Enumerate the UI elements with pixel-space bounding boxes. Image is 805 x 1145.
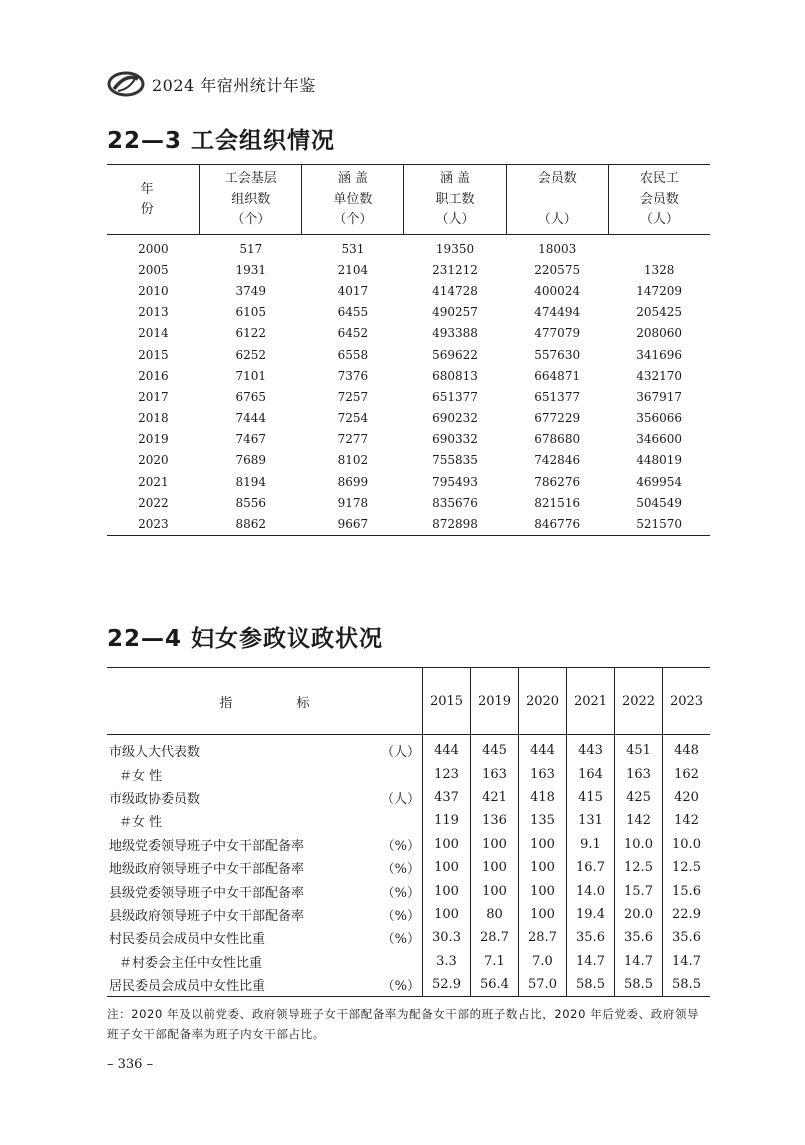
year-cell: 2019 [138, 432, 169, 447]
value-cell: 100 [471, 879, 519, 902]
value-cell: 367917 [636, 389, 683, 404]
value-cell: 414728 [432, 283, 478, 298]
table-row [107, 879, 710, 902]
value-cell: 28.7 [471, 926, 519, 949]
indicator-label: 村民委员会成员中女性比重 [109, 932, 266, 948]
table-row [107, 302, 710, 323]
value-cell: 3749 [235, 283, 267, 298]
table-row [107, 280, 710, 301]
value-cell: 7257 [337, 389, 369, 404]
value-cell: 142 [615, 809, 663, 832]
value-cell: 100 [423, 833, 471, 856]
women-participation-table [107, 667, 710, 997]
value-cell: 469954 [636, 474, 683, 489]
value-cell: 443 [567, 735, 615, 763]
header-line: 会员数 [537, 171, 577, 186]
value-cell: 14.7 [663, 950, 711, 973]
value-cell: 119 [423, 809, 471, 832]
value-cell: 147209 [636, 283, 683, 298]
table-row [107, 856, 710, 879]
value-cell: 651377 [534, 389, 581, 404]
value-cell: 100 [423, 903, 471, 926]
year-column-header: 2022 [615, 668, 663, 735]
value-cell: 474494 [534, 305, 581, 320]
header-line: 涵 盖 [337, 171, 368, 186]
table1-column-header [506, 165, 608, 235]
value-cell: 19.4 [567, 903, 615, 926]
value-cell: 12.5 [615, 856, 663, 879]
value-cell: 14.7 [567, 950, 615, 973]
table-row [107, 450, 710, 471]
unit-cell: （%） [381, 838, 420, 854]
value-cell: 123 [423, 762, 471, 785]
year-cell: 2023 [138, 517, 169, 532]
indicator-label: 地级党委领导班子中女干部配备率 [109, 838, 305, 854]
table-row [107, 386, 710, 407]
value-cell: 7689 [235, 453, 267, 468]
value-cell: 569622 [432, 347, 478, 362]
value-cell: 56.4 [471, 973, 519, 997]
value-cell: 421 [471, 786, 519, 809]
year-cell: 2014 [138, 326, 169, 341]
year-cell: 2015 [138, 347, 169, 362]
value-cell: 18003 [538, 241, 577, 256]
value-cell: 20.0 [615, 903, 663, 926]
table-row [107, 323, 710, 344]
value-cell: 6452 [337, 326, 369, 341]
value-cell: 100 [519, 833, 567, 856]
value-cell: 346600 [636, 432, 683, 447]
value-cell: 493388 [432, 326, 478, 341]
value-cell: 418 [519, 786, 567, 809]
indicator-label: 县级党委领导班子中女干部配备率 [109, 885, 305, 901]
table-row [107, 235, 710, 260]
year-column-header: 2015 [423, 668, 471, 735]
table2-header-row [107, 668, 710, 735]
value-cell: 100 [471, 833, 519, 856]
value-cell: 7254 [337, 411, 369, 426]
value-cell: 6558 [337, 347, 369, 362]
table-row [107, 833, 710, 856]
value-cell: 437 [423, 786, 471, 809]
year-cell: 2013 [138, 305, 169, 320]
value-cell: 7467 [235, 432, 267, 447]
value-cell: 1328 [643, 262, 675, 277]
value-cell: 135 [519, 809, 567, 832]
value-cell: 8194 [235, 474, 267, 489]
table-row [107, 926, 710, 949]
year-cell: 2021 [138, 474, 169, 489]
value-cell: 100 [519, 879, 567, 902]
value-cell: 100 [519, 856, 567, 879]
value-cell: 9.1 [567, 833, 615, 856]
value-cell: 8699 [337, 474, 369, 489]
value-cell: 30.3 [423, 926, 471, 949]
table-row [107, 950, 710, 973]
page-number: – 336 – [107, 1057, 154, 1072]
value-cell: 163 [615, 762, 663, 785]
value-cell: 163 [471, 762, 519, 785]
table-row [107, 809, 710, 832]
header-line [507, 190, 608, 211]
value-cell: 651377 [432, 389, 478, 404]
header-line: （人） [435, 212, 475, 227]
year-column-header: 2023 [663, 668, 711, 735]
table1-title: 22—3 工会组织情况 [107, 128, 336, 154]
value-cell: 504549 [636, 495, 683, 510]
table-row [107, 344, 710, 365]
table-row [107, 259, 710, 280]
table-row [107, 492, 710, 513]
value-cell: 7101 [235, 368, 267, 383]
value-cell: 445 [471, 735, 519, 763]
value-cell: 100 [471, 856, 519, 879]
value-cell: 136 [471, 809, 519, 832]
year-cell: 2010 [138, 283, 169, 298]
value-cell: 7376 [337, 368, 369, 383]
value-cell: 6765 [235, 389, 267, 404]
header-line: （人） [537, 212, 577, 227]
value-cell: 14.7 [615, 950, 663, 973]
value-cell: 444 [423, 735, 471, 763]
header-line: 涵 盖 [439, 171, 471, 186]
value-cell: 451 [615, 735, 663, 763]
value-cell: 9667 [337, 517, 369, 532]
year-cell: 2020 [138, 453, 169, 468]
value-cell: 755835 [432, 453, 478, 468]
value-cell: 795493 [432, 474, 478, 489]
value-cell: 10.0 [663, 833, 711, 856]
table-row [107, 735, 710, 763]
header-line: 组织数 [231, 191, 271, 207]
table1-column-header [302, 165, 404, 235]
value-cell: 677229 [534, 411, 581, 426]
value-cell: 356066 [636, 411, 683, 426]
value-cell: 100 [423, 879, 471, 902]
value-cell: 6455 [337, 305, 369, 320]
value-cell: 142 [663, 809, 711, 832]
value-cell: 35.6 [615, 926, 663, 949]
header-line: （个） [231, 212, 271, 227]
value-cell [608, 235, 710, 260]
value-cell: 100 [423, 856, 471, 879]
value-cell: 162 [663, 762, 711, 785]
table1-column-header [200, 165, 302, 235]
value-cell: 678680 [534, 432, 581, 447]
unit-cell: （%） [381, 979, 420, 995]
value-cell: 835676 [432, 495, 478, 510]
value-cell: 821516 [534, 495, 581, 510]
year-column-header: 2021 [567, 668, 615, 735]
value-cell: 131 [567, 809, 615, 832]
year-cell: 2005 [138, 262, 169, 277]
table1-body [107, 235, 710, 536]
table-row [107, 973, 710, 997]
value-cell: 448 [663, 735, 711, 763]
year-cell: 2018 [138, 411, 169, 426]
value-cell: 208060 [636, 326, 683, 341]
value-cell: 19350 [435, 241, 475, 256]
value-cell: 444 [519, 735, 567, 763]
table-row [107, 786, 710, 809]
table-row [107, 762, 710, 785]
value-cell: 3.3 [423, 950, 471, 973]
value-cell: 16.7 [567, 856, 615, 879]
indicator-label: 地级政府领导班子中女干部配备率 [109, 862, 305, 878]
indicator-label: ＃村委会主任中女性比重 [119, 955, 263, 971]
value-cell: 14.0 [567, 879, 615, 902]
table1-column-header [608, 165, 710, 235]
value-cell: 52.9 [423, 973, 471, 997]
value-cell: 35.6 [663, 926, 711, 949]
value-cell: 786276 [534, 474, 581, 489]
value-cell: 690332 [432, 432, 478, 447]
value-cell: 231212 [432, 262, 478, 277]
value-cell: 415 [567, 786, 615, 809]
value-cell: 58.5 [615, 973, 663, 997]
value-cell: 531 [341, 241, 365, 256]
value-cell: 846776 [534, 517, 581, 532]
value-cell: 10.0 [615, 833, 663, 856]
header-line: 会员数 [639, 191, 679, 207]
value-cell: 742846 [534, 453, 581, 468]
yearbook-logo-icon [106, 69, 146, 99]
value-cell: 557630 [534, 347, 581, 362]
value-cell: 872898 [432, 517, 478, 532]
header-line: （个） [333, 212, 373, 227]
indicator-label: ＃女 性 [119, 815, 163, 831]
table-row [107, 365, 710, 386]
value-cell: 1931 [235, 262, 267, 277]
value-cell: 341696 [636, 347, 683, 362]
value-cell: 448019 [636, 453, 683, 468]
value-cell: 58.5 [663, 973, 711, 997]
value-cell: 517 [239, 241, 263, 256]
value-cell: 680813 [432, 368, 478, 383]
value-cell: 6105 [235, 305, 267, 320]
value-cell: 8102 [337, 453, 369, 468]
value-cell: 8862 [235, 517, 267, 532]
year-cell: 2000 [138, 241, 169, 256]
unit-cell: （%） [381, 885, 420, 901]
value-cell: 6122 [235, 326, 267, 341]
value-cell: 164 [567, 762, 615, 785]
table-row [107, 408, 710, 429]
value-cell: 690232 [432, 411, 478, 426]
unit-cell: （%） [381, 908, 420, 924]
value-cell: 220575 [534, 262, 581, 277]
header-line: 工会基层 [224, 171, 277, 186]
value-cell: 163 [519, 762, 567, 785]
table2-body [107, 735, 710, 997]
value-cell: 4017 [337, 283, 369, 298]
value-cell: 22.9 [663, 903, 711, 926]
indicator-column-header: 指 标 [107, 668, 423, 735]
header-line: 职工数 [435, 191, 475, 207]
value-cell: 15.7 [615, 879, 663, 902]
table-row [107, 429, 710, 450]
indicator-label: ＃女 性 [119, 768, 163, 784]
year-column-header: 2020 [519, 668, 567, 735]
year-cell: 2016 [138, 368, 169, 383]
page-header [106, 66, 316, 102]
table-row [107, 903, 710, 926]
unit-cell: （%） [381, 932, 420, 948]
unit-cell: （%） [381, 862, 420, 878]
unit-cell [380, 950, 423, 973]
value-cell: 664871 [534, 368, 581, 383]
unit-cell [380, 809, 423, 832]
value-cell: 58.5 [567, 973, 615, 997]
value-cell: 100 [519, 903, 567, 926]
unit-cell [380, 762, 423, 785]
value-cell: 6252 [235, 347, 267, 362]
indicator-label: 县级政府领导班子中女干部配备率 [109, 908, 305, 924]
value-cell: 521570 [636, 517, 683, 532]
table-row [107, 471, 710, 492]
table1-header-row [107, 165, 710, 235]
value-cell: 477079 [534, 326, 581, 341]
table2-title: 22—4 妇女参政议政状况 [107, 626, 384, 652]
year-column-header: 年 份 [107, 165, 200, 235]
value-cell: 425 [615, 786, 663, 809]
year-cell: 2017 [138, 389, 169, 404]
unit-cell: （人） [380, 745, 420, 761]
header-line: 单位数 [333, 191, 373, 207]
indicator-label: 市级人大代表数 [109, 745, 201, 761]
trade-union-table [107, 164, 710, 536]
value-cell: 8556 [235, 495, 267, 510]
value-cell: 432170 [636, 368, 683, 383]
indicator-label: 居民委员会成员中女性比重 [109, 979, 266, 995]
value-cell: 7.0 [519, 950, 567, 973]
year-cell: 2022 [138, 495, 169, 510]
value-cell: 12.5 [663, 856, 711, 879]
table-footnote: 注：2020 年及以前党委、政府领导班子女干部配备率为配备女干部的班子数占比，2020 年后党委、政府领导班子女干部配备率为班子内女干部占比。 [107, 1007, 700, 1041]
value-cell: 57.0 [519, 973, 567, 997]
indicator-label: 市级政协委员数 [109, 791, 201, 807]
value-cell: 7277 [337, 432, 369, 447]
header-line: （人） [639, 212, 679, 227]
value-cell: 9178 [337, 495, 369, 510]
value-cell: 7.1 [471, 950, 519, 973]
value-cell: 28.7 [519, 926, 567, 949]
value-cell: 420 [663, 786, 711, 809]
header-line: 农民工 [639, 171, 679, 186]
value-cell: 80 [471, 903, 519, 926]
value-cell: 35.6 [567, 926, 615, 949]
value-cell: 15.6 [663, 879, 711, 902]
value-cell: 2104 [337, 262, 369, 277]
year-column-header: 2019 [471, 668, 519, 735]
table1-column-header [404, 165, 506, 235]
value-cell: 7444 [235, 411, 267, 426]
unit-cell: （人） [380, 791, 420, 807]
value-cell: 490257 [432, 305, 478, 320]
table-row [107, 513, 710, 535]
yearbook-title: 2024 年宿州统计年鉴 [152, 75, 316, 95]
value-cell: 400024 [534, 283, 581, 298]
value-cell: 205425 [636, 305, 683, 320]
